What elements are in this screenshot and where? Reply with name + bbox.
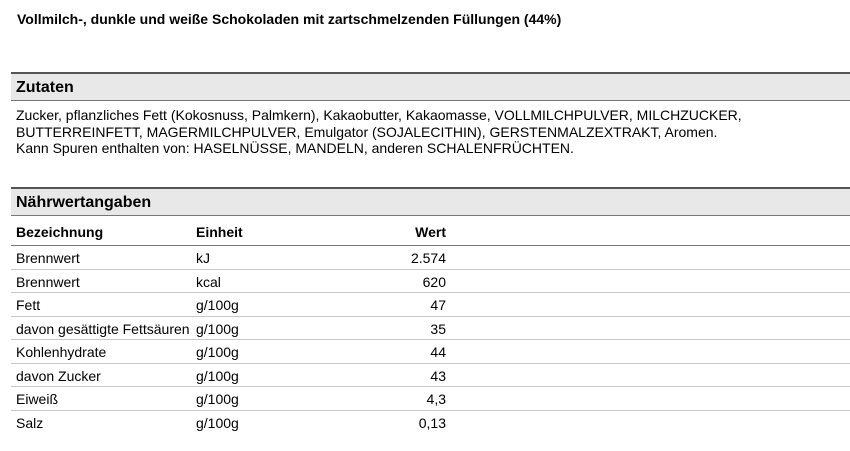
nutrient-value: 44 [366,340,446,364]
nutrient-unit: kcal [196,269,366,293]
nutrient-unit: g/100g [196,363,366,387]
nutrient-unit: g/100g [196,414,239,431]
nutrient-value: 35 [366,316,446,340]
column-header-value: Wert [366,221,446,246]
nutrition-row [11,410,850,433]
row-spacer [446,316,850,340]
nutrient-name: Fett [11,293,196,317]
nutrition-heading: Nährwertangaben [16,194,152,211]
column-header-spacer [446,221,850,246]
nutrient-value: 620 [366,269,446,293]
nutrition-row [11,316,850,340]
nutrient-unit: g/100g [196,340,366,364]
ingredients-section-header [11,72,850,101]
nutrient-name: Eiweiß [11,387,196,411]
nutrient-unit: g/100g [196,316,366,340]
nutrient-unit: kJ [196,246,366,270]
row-spacer [446,410,850,433]
nutrition-row [11,340,850,364]
nutrition-row [11,246,850,270]
nutrient-name: Kohlenhydrate [11,340,196,364]
column-header-name: Bezeichnung [11,221,196,246]
ingredients-heading: Zutaten [16,79,74,96]
nutrition-row [11,387,850,411]
ingredients-line: Zucker, pflanzliches Fett (Kokosnuss, Palmkern), Kakaobutter, Kakaomasse, VOLLMILCHPULVER, MILCHZUCKER, [16,107,742,123]
nutrient-name: davon gesättigte Fettsäuren [11,316,196,340]
nutrient-name: Brennwert [11,269,196,293]
row-spacer [446,269,850,293]
row-spacer [446,387,850,411]
product-title: Vollmilch-, dunkle und weiße Schokoladen mit zartschmelzenden Füllungen (44%) [17,11,562,27]
nutrient-value: 2.574 [366,246,446,270]
column-header-unit: Einheit [196,221,366,246]
nutrient-name: Brennwert [11,246,196,270]
nutrient-unit: g/100g [196,293,366,317]
nutrient-value: 4,3 [366,387,446,411]
nutrient-name: Salz [16,414,44,431]
row-spacer [446,340,850,364]
nutrient-value: 47 [366,293,446,317]
nutrient-value: 0,13 [418,414,446,431]
row-spacer [446,246,850,270]
nutrition-row [11,363,850,387]
nutrient-value: 43 [366,363,446,387]
nutrition-table [11,221,850,433]
row-spacer [446,293,850,317]
nutrient-unit: g/100g [196,387,366,411]
allergen-notice: Kann Spuren enthalten von: HASELNÜSSE, MANDELN, anderen SCHALENFRÜCHTEN. [16,140,574,156]
ingredients-text [16,107,836,157]
nutrient-name: davon Zucker [11,363,196,387]
row-spacer [446,363,850,387]
nutrition-section-header [11,187,850,216]
nutrition-row [11,269,850,293]
nutrition-row [11,293,850,317]
ingredients-line: BUTTERREINFETT, MAGERMILCHPULVER, Emulgator (SOJALECITHIN), GERSTENMALZEXTRAKT, Aromen. [16,123,718,140]
nutrition-header-row [11,221,850,246]
